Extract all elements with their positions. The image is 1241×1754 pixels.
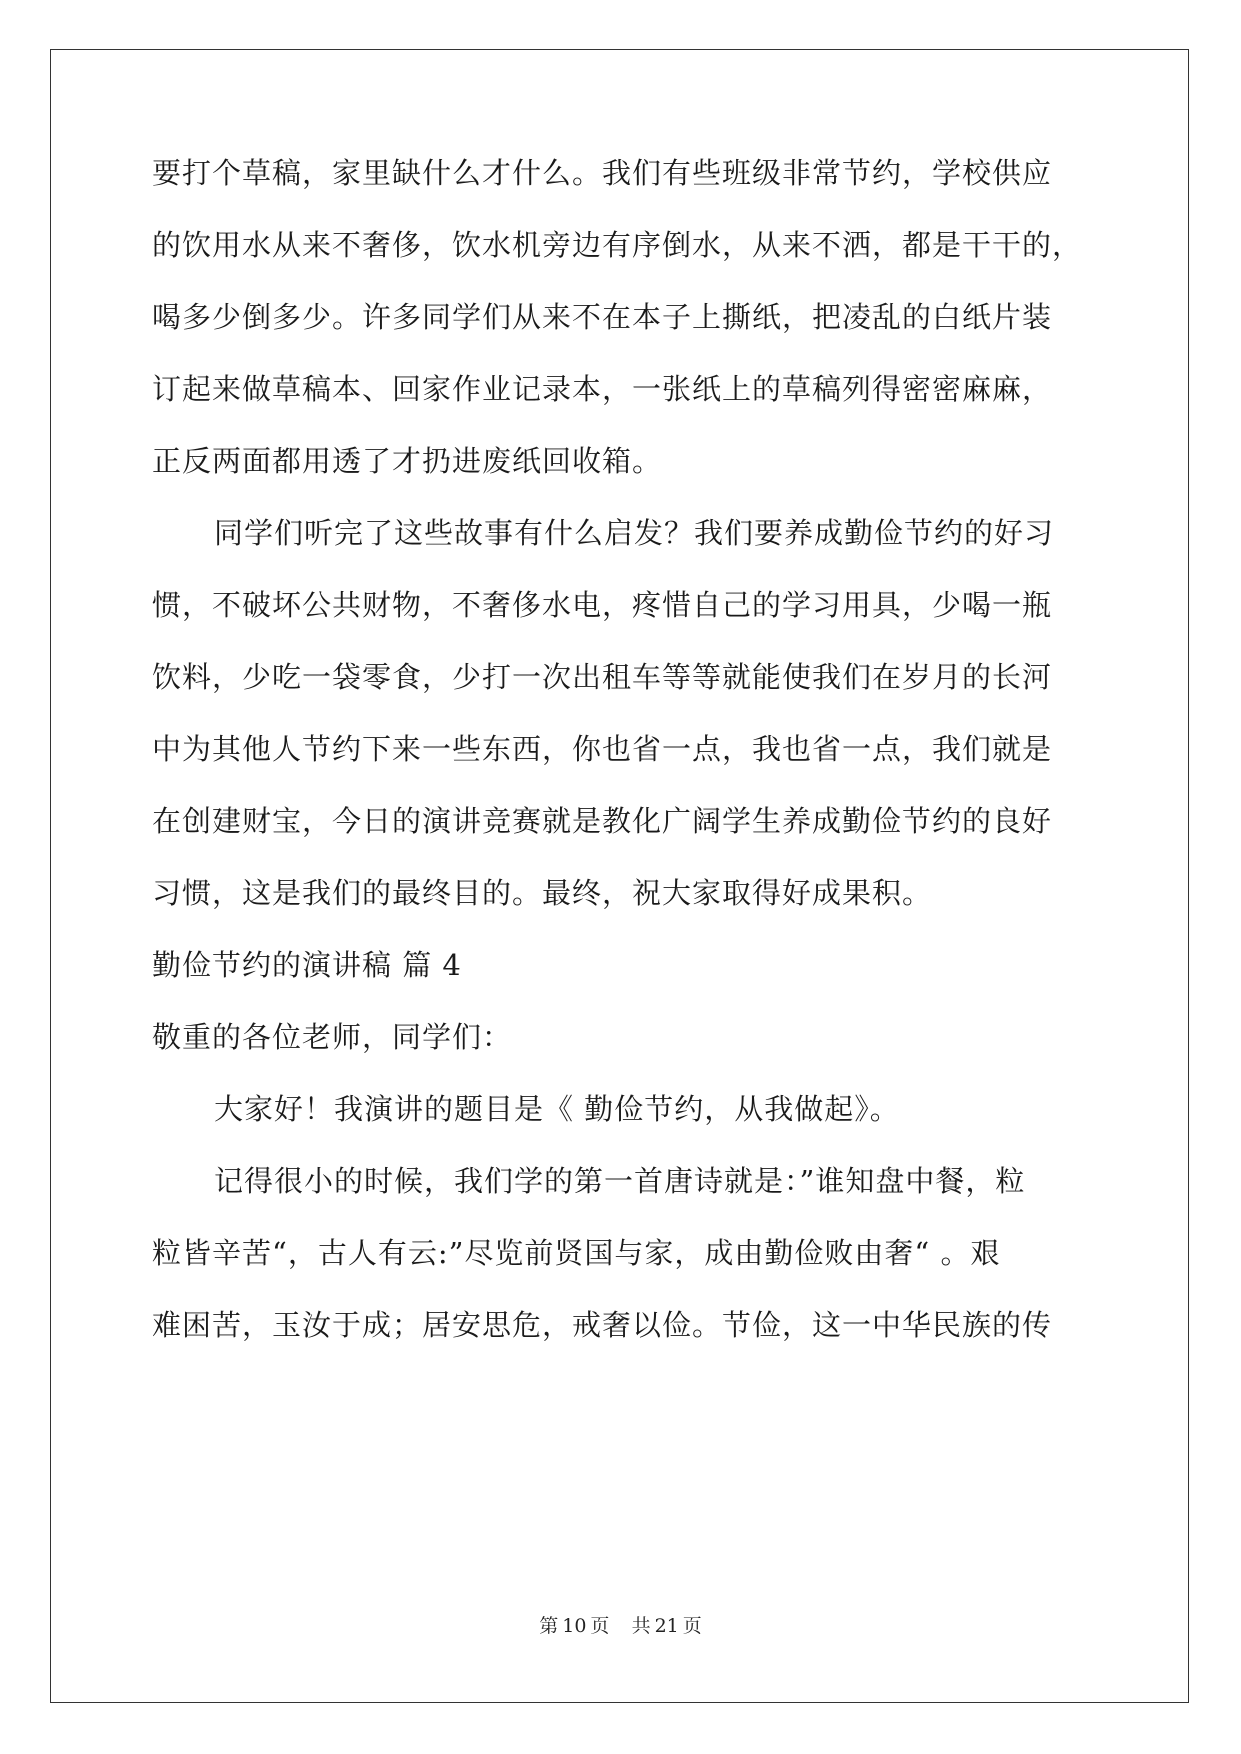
text-line-6: 同学们听完了这些故事有什么启发？我们要养成勤俭节约的好习: [214, 516, 1055, 550]
page-number: 10: [562, 1615, 587, 1637]
total-pages: 21: [654, 1615, 679, 1637]
text-line-17: 难困苦，玉汝于成；居安思危，戒奢以俭。节俭，这一中华民族的传: [152, 1308, 1053, 1342]
text-line-9: 中为其他人节约下来一些东西，你也省一点，我也省一点，我们就是: [152, 732, 1053, 766]
text-line-14: 大家好！我演讲的题目是《 勤俭节约，从我做起》。: [214, 1092, 900, 1126]
text-line-5: 正反两面都用透了才扔进废纸回收箱。: [152, 444, 663, 478]
total-suffix: 页: [682, 1615, 702, 1637]
page-suffix: 页: [590, 1615, 610, 1637]
text-line-15: 记得很小的时候，我们学的第一首唐诗就是：”谁知盘中餐，粒: [214, 1164, 1026, 1198]
section-heading: 勤俭节约的演讲稿 篇 4: [152, 948, 462, 982]
text-line-4: 订起来做草稿本、回家作业记录本，一张纸上的草稿列得密密麻麻，: [152, 372, 1053, 406]
page-prefix: 第: [539, 1615, 559, 1637]
text-line-2: 的饮用水从来不奢侈，饮水机旁边有序倒水，从来不洒，都是干干的，: [152, 228, 1083, 262]
salutation: 敬重的各位老师，同学们：: [152, 1020, 513, 1054]
text-line-16: 粒皆辛苦“，古人有云:”尽览前贤国与家，成由勤俭败由奢“ 。艰: [152, 1236, 1001, 1270]
text-line-1: 要打个草稿，家里缺什么才什么。我们有些班级非常节约，学校供应: [152, 156, 1053, 190]
text-line-11: 习惯，这是我们的最终目的。最终，祝大家取得好成果积。: [152, 876, 933, 910]
page-footer: [0, 1614, 1241, 1638]
text-line-8: 饮料，少吃一袋零食，少打一次出租车等等就能使我们在岁月的长河: [152, 660, 1053, 694]
total-prefix: 共: [631, 1615, 651, 1637]
text-line-7: 惯，不破坏公共财物，不奢侈水电，疼惜自己的学习用具，少喝一瓶: [152, 588, 1053, 622]
text-line-3: 喝多少倒多少。许多同学们从来不在本子上撕纸，把凌乱的白纸片装: [152, 300, 1053, 334]
text-line-10: 在创建财宝，今日的演讲竞赛就是教化广阔学生养成勤俭节约的良好: [152, 804, 1053, 838]
